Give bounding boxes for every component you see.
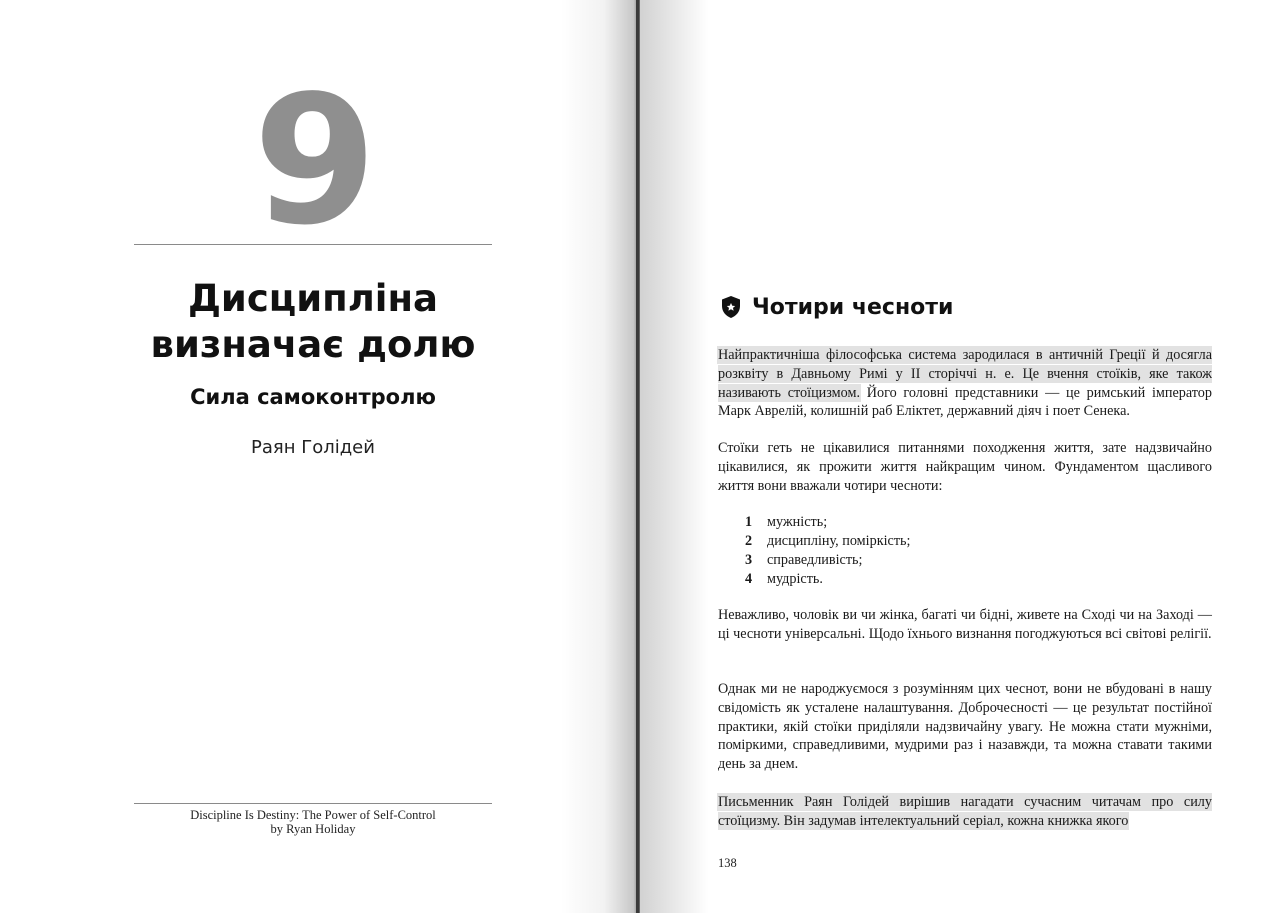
page-gutter-shadow bbox=[560, 0, 640, 913]
book-title-line-2: визначає долю bbox=[150, 323, 476, 366]
list-item-text: мудрість. bbox=[767, 571, 823, 587]
highlighted-text: Письменник Раян Голідей вирішив нагадати сучасним читачам про силу стоїцизму. Він задумав інтелектуальний серіал, кожна книжка якого bbox=[718, 794, 1212, 829]
list-item-text: дисципліну, поміркість; bbox=[767, 533, 911, 549]
original-title bbox=[134, 808, 492, 836]
book-title bbox=[100, 276, 526, 368]
book-author: Раян Голідей bbox=[251, 437, 375, 458]
page-number: 138 bbox=[718, 856, 737, 870]
book-title-line-1: Дисципліна bbox=[187, 277, 439, 320]
list-item-text: справедливість; bbox=[767, 552, 863, 568]
divider-bottom bbox=[134, 803, 492, 804]
original-title-line-2: by Ryan Holiday bbox=[270, 822, 356, 836]
left-page bbox=[0, 0, 636, 913]
virtues-list bbox=[745, 513, 910, 589]
list-item-number: 2 bbox=[745, 533, 753, 549]
paragraph-4: Однак ми не народжуємося з розумінням цих чеснот, вони не вбудовані в нашу свідомість як усталене налаштування. Доброчесності — це результат постійної практики, якій стоїки приділяли надзвичайну увагу. Не можна стати мужніми, поміркими, справедливими, мудрими раз і назавжди, та можна ставати такими день за днем. bbox=[718, 681, 1212, 773]
chapter-number: 9 bbox=[253, 57, 373, 264]
section-title: Чотири чесноти bbox=[752, 294, 954, 320]
book-subtitle: Сила самоконтролю bbox=[190, 385, 436, 409]
paragraph-2: Стоїки геть не цікавилися питаннями походження життя, зате надзвичайно цікавилися, як прожити життя найкращим чином. Фундаментом щасливого життя вони вважали чотири чесноти: bbox=[718, 440, 1212, 494]
list-item bbox=[745, 551, 910, 570]
paragraph-3: Неважливо, чоловік ви чи жінка, багаті чи бідні, живете на Сході чи на Заході — ці чесноти універсальні. Щодо їхнього визнання погоджуються всі світові релігії. bbox=[718, 607, 1212, 642]
paragraph-1-rest: Його головні представники — це римський імператор Марк Аврелій, колишній раб Еліктет, державний діяч і поет Сенека. bbox=[718, 384, 1212, 420]
list-item bbox=[745, 570, 910, 589]
section-heading bbox=[720, 290, 953, 324]
shield-icon bbox=[720, 295, 742, 319]
list-item-number: 3 bbox=[745, 552, 753, 568]
paragraph-5 bbox=[718, 793, 1212, 831]
list-item-number: 4 bbox=[745, 571, 753, 587]
original-title-line-1: Discipline Is Destiny: The Power of Self-Control bbox=[190, 808, 436, 822]
list-item-text: мужність; bbox=[767, 514, 828, 530]
list-item bbox=[745, 513, 910, 532]
paragraph-1 bbox=[718, 346, 1212, 421]
list-item-number: 1 bbox=[745, 514, 753, 530]
list-item bbox=[745, 532, 910, 551]
divider-top bbox=[134, 244, 492, 245]
highlighted-text: Найпрактичніша філософська система зародилася в античній Греції й досягла розквіту в Давньому Римі у II сторіччі н. е. Це вчення стоїків, яке також називають стоїцизмом. bbox=[718, 347, 1212, 401]
